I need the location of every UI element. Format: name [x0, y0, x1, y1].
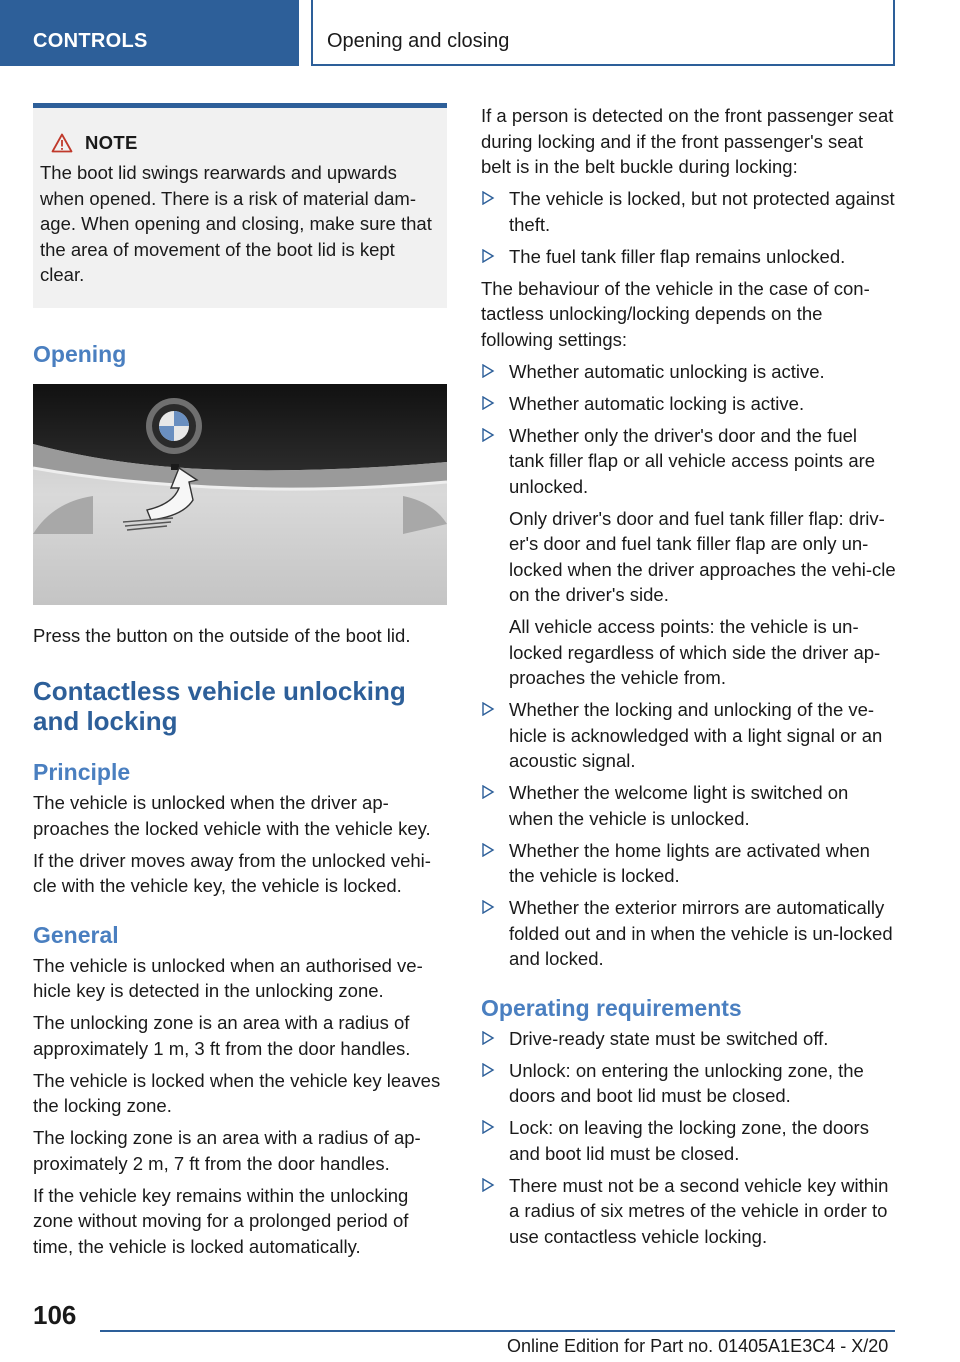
bullet-triangle-icon — [481, 1120, 495, 1134]
bullet-triangle-icon — [481, 191, 495, 205]
heading-contactless: Contactless vehicle unlocking and locking — [33, 676, 406, 736]
list-item-text: Whether the exterior mirrors are automatically folded out and in when the vehicle is un‐locked and locked. — [509, 897, 893, 969]
general-paragraph: The vehicle is locked when the vehicle key leaves the locking zone. — [33, 1069, 441, 1116]
bullet-triangle-icon — [481, 249, 495, 263]
boot-lid-button-illustration — [33, 384, 447, 605]
heading-operating-requirements: Operating requirements — [481, 994, 742, 1021]
list-item-subparagraph: All vehicle access points: the vehicle is un‐locked regardless of which side the driver ap‐proaches the vehicle from. — [509, 616, 881, 688]
principle-paragraph: If the driver moves away from the unlocked vehi‐cle with the vehicle key, the vehicle is locked. — [33, 849, 431, 896]
list-item-text: Drive-ready state must be switched off. — [509, 1027, 829, 1049]
list-item-text: Whether the home lights are activated when the vehicle is locked. — [509, 839, 870, 886]
list-item — [481, 697, 896, 774]
general-paragraph: If the vehicle key remains within the unlocking zone without moving for a prolonged period of time, the vehicle is locked automatically. — [33, 1184, 409, 1257]
general-paragraph: The unlocking zone is an area with a radius of approximately 1 m, 3 ft from the door handles. — [33, 1012, 411, 1059]
list-item — [481, 244, 896, 270]
list-item-text: Whether automatic unlocking is active. — [509, 360, 825, 382]
note-title: NOTE — [85, 132, 138, 153]
list-item-text: Unlock: on entering the unlocking zone, the doors and boot lid must be closed. — [509, 1059, 864, 1106]
note-box — [33, 103, 447, 308]
general-paragraph: The locking zone is an area with a radius of ap‐proximately 2 m, 7 ft from the door handles. — [33, 1127, 421, 1174]
warning-triangle-icon — [51, 133, 73, 153]
page-number: 106 — [33, 1300, 77, 1330]
passenger-list — [481, 186, 896, 269]
list-item-text: Whether only the driver's door and the fuel tank filler flap or all vehicle access points are unlocked. — [509, 424, 876, 497]
note-header — [40, 132, 439, 154]
chapter-title: Opening and closing — [311, 0, 895, 66]
bullet-triangle-icon — [481, 428, 495, 442]
list-item — [481, 895, 896, 972]
requirements-list — [481, 1026, 896, 1250]
list-item — [481, 780, 896, 831]
heading-principle: Principle — [33, 759, 131, 785]
bullet-triangle-icon — [481, 785, 495, 799]
bullet-triangle-icon — [481, 1063, 495, 1077]
footer-divider — [100, 1330, 895, 1332]
list-item-text: The fuel tank filler flap remains unlocked. — [509, 245, 846, 267]
list-item — [481, 1058, 896, 1109]
bullet-triangle-icon — [481, 843, 495, 857]
settings-list — [481, 359, 896, 972]
page-header — [0, 0, 960, 66]
principle-paragraph: The vehicle is unlocked when the driver ap‐proaches the locked vehicle with the vehicle key. — [33, 792, 431, 839]
section-tab: CONTROLS — [0, 0, 299, 66]
bullet-triangle-icon — [481, 396, 495, 410]
list-item — [481, 186, 896, 237]
edition-text: Online Edition for Part no. 01405A1E3C4 - X/20 — [507, 1336, 889, 1356]
list-item — [481, 1173, 896, 1250]
list-item — [481, 1026, 896, 1052]
heading-general: General — [33, 921, 119, 948]
bullet-triangle-icon — [481, 1031, 495, 1045]
note-text: The boot lid swings rearwards and upwards when opened. There is a risk of material dam‐age. When opening and closing, make sure that the area of movement of the boot lid is kept clear. — [40, 162, 432, 285]
list-item — [481, 423, 896, 691]
list-item-subparagraph: Only driver's door and fuel tank filler flap: driv‐er's door and fuel tank filler flap are only un‐locked when the driver approaches the vehi‐cle on the driver's side. — [509, 507, 896, 605]
heading-opening: Opening — [33, 340, 127, 367]
list-item-text: The vehicle is locked, but not protected against theft. — [509, 188, 895, 235]
bullet-triangle-icon — [481, 702, 495, 716]
list-item-text: Whether the welcome light is switched on when the vehicle is unlocked. — [509, 782, 849, 829]
bullet-triangle-icon — [481, 364, 495, 378]
right-column — [481, 103, 896, 1256]
bullet-triangle-icon — [481, 1178, 495, 1192]
list-item-text: Whether automatic locking is active. — [509, 392, 805, 414]
boot-lid-illustration-svg — [33, 384, 447, 605]
left-column — [33, 103, 447, 1266]
list-item — [481, 359, 896, 385]
behaviour-paragraph: The behaviour of the vehicle in the case of con‐tactless unlocking/locking depends on the following settings: — [481, 277, 870, 350]
list-item — [481, 391, 896, 417]
list-item — [481, 838, 896, 889]
list-item — [481, 1115, 896, 1166]
opening-caption: Press the button on the outside of the boot lid. — [33, 624, 411, 646]
list-item-text: There must not be a second vehicle key within a radius of six metres of the vehicle in order to use contactless vehicle locking. — [509, 1174, 889, 1247]
general-paragraph: The vehicle is unlocked when an authorised ve‐hicle key is detected in the unlocking zone. — [33, 954, 423, 1001]
list-item-text: Lock: on leaving the locking zone, the doors and boot lid must be closed. — [509, 1117, 869, 1164]
bullet-triangle-icon — [481, 900, 495, 914]
list-item-text: Whether the locking and unlocking of the ve‐hicle is acknowledged with a light signal or an acoustic signal. — [509, 699, 883, 771]
passenger-intro: If a person is detected on the front passenger seat during locking and if the front passenger's seat belt is in the belt buckle during locking: — [481, 105, 894, 177]
